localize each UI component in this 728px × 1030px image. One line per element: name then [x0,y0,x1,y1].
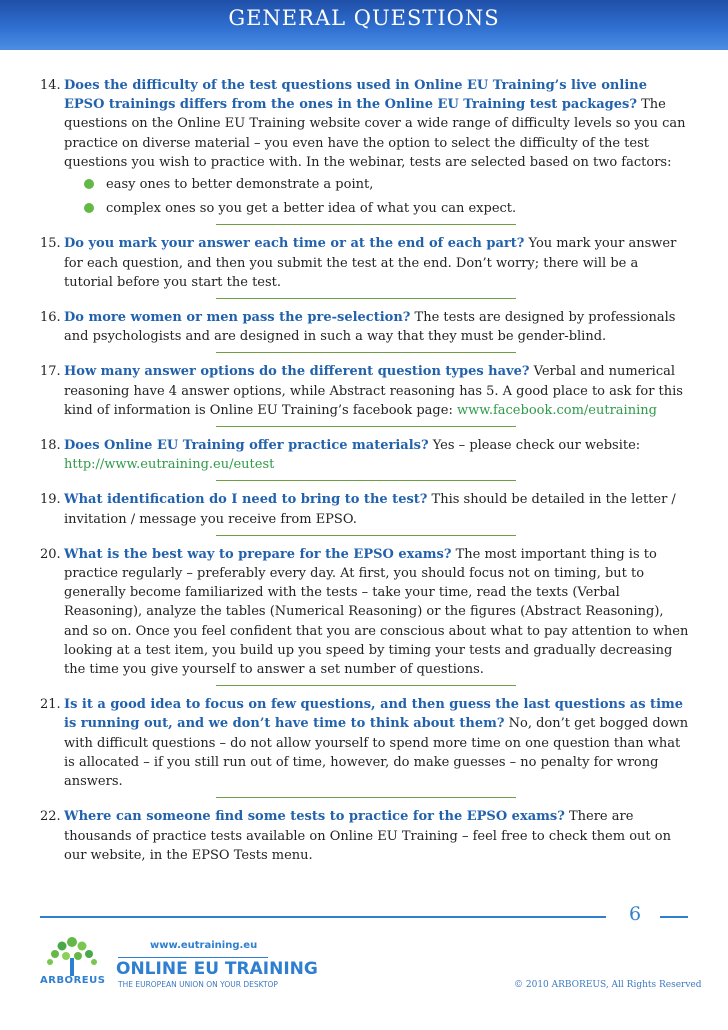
separator [216,480,516,481]
question-number: 15. [40,236,61,252]
question-text: What is the best way to prepare for the EPSO exams? [64,546,452,562]
question-number: 20. [40,546,61,562]
answer-text: No, don’t get bogged down with difficult questions – do not allow yourself to spend more time on one question than what is allocated – if you still run out of time, however, do make guesses – no penalty for wrong answers. [64,716,689,790]
faq-item-15 [40,234,690,292]
bullet-item [84,199,690,218]
question-number: 19. [40,492,61,508]
page-number: 6 [628,903,642,925]
answer-text: The most important thing is to practice regularly – preferably every day. At first, you should focus not on timing, but to generally become familiarized with the tests – take your time, read the texts (Verbal Reasoning), analyze the tables (Numerical Reasoning) or the figures (Abstract Reasoning), and so on. Once you feel confident that you are conscious about what to pay attention to when looking at a test item, you build up you speed by timing your tests and gradually decreasing the time you give yourself to answer a set number of questions. [64,546,689,678]
question-text: Where can someone find some tests to practice for the EPSO exams? [64,809,565,825]
question-text: How many answer options do the different question types have? [64,364,530,380]
question-text: Is it a good idea to focus on few questions, and then guess the last questions as time is running out, and we don’t have time to think about them? [64,697,684,732]
bullet-list [64,175,690,218]
faq-item-22 [40,807,690,865]
brand-tagline: THE EUROPEAN UNION ON YOUR DESKTOP [118,980,278,989]
website-link[interactable]: http://www.eutraining.eu/eutest [64,457,275,473]
tree-logo-icon [42,932,102,976]
answer-text: The questions on the Online EU Training website cover a wide range of difficulty levels so you can practice on diverse material – you even have the option to select the difficulty of the test questions you wish to practice with. In the webinar, tests are selected based on two factors: [64,97,686,170]
question-number: 14. [40,78,61,93]
question-text: Does the difficulty of the test questions used in Online EU Training’s live online EPSO trainings differs from the ones in the Online EU Training test packages? [64,78,647,113]
footer-rule [660,916,688,918]
bullet-dot-icon [84,203,94,213]
question-number: 16. [40,310,61,326]
separator [216,224,516,225]
bullet-item [84,175,690,194]
question-text: Do more women or men pass the pre-selection? [64,310,411,326]
question-number: 22. [40,809,61,825]
bullet-text: complex ones so you get a better idea of what you can expect. [106,201,517,217]
separator [216,426,516,427]
answer-text: This should be detailed in the letter / invitation / message you receive from EPSO. [64,492,676,527]
page-title: GENERAL QUESTIONS [228,6,500,30]
faq-item-16 [40,308,690,346]
faq-item-18 [40,436,690,474]
separator [216,685,516,686]
logo-wordmark: ARBOREUS [40,975,106,986]
question-number: 21. [40,697,61,713]
question-text: What identification do I need to bring to the test? [64,492,428,508]
answer-text: Yes – please check our website: [432,438,641,454]
answer-text: You mark your answer for each question, and then you submit the test at the end. Don’t worry; there will be a tutorial before you start the test. [64,236,677,290]
faq-item-14 [40,76,690,218]
faq-item-17 [40,362,690,420]
question-text: Does Online EU Training offer practice materials? [64,438,429,454]
brand-title: ONLINE EU TRAINING [116,959,318,979]
answer-text: The tests are designed by professionals and psychologists and are designed in such a way that they must be gender-blind. [64,310,676,345]
answer-text: There are thousands of practice tests available on Online EU Training – feel free to check them out on our website, in the EPSO Tests menu. [64,809,671,863]
faq-list [40,76,690,865]
separator [216,298,516,299]
website-url[interactable]: www.eutraining.eu [150,940,258,951]
separator [216,352,516,353]
faq-item-20 [40,545,690,679]
facebook-link[interactable]: www.facebook.com/eutraining [456,402,657,418]
question-number: 17. [40,364,61,380]
question-text: Do you mark your answer each time or at the end of each part? [64,236,525,252]
bullet-text: easy ones to better demonstrate a point, [106,177,374,193]
faq-item-19 [40,490,690,528]
separator [216,797,516,798]
copyright-text: © 2010 ARBOREUS, All Rights Reserved [514,980,702,990]
bullet-dot-icon [84,179,94,189]
separator [216,535,516,536]
answer-text: Verbal and numerical reasoning have 4 answer options, while Abstract reasoning has 5. A good place to ask for this kind of information is Online EU Training’s facebook page: [64,364,683,418]
faq-item-21 [40,695,690,791]
website-underline [118,957,268,958]
footer-rule [40,916,606,918]
question-number: 18. [40,438,61,454]
